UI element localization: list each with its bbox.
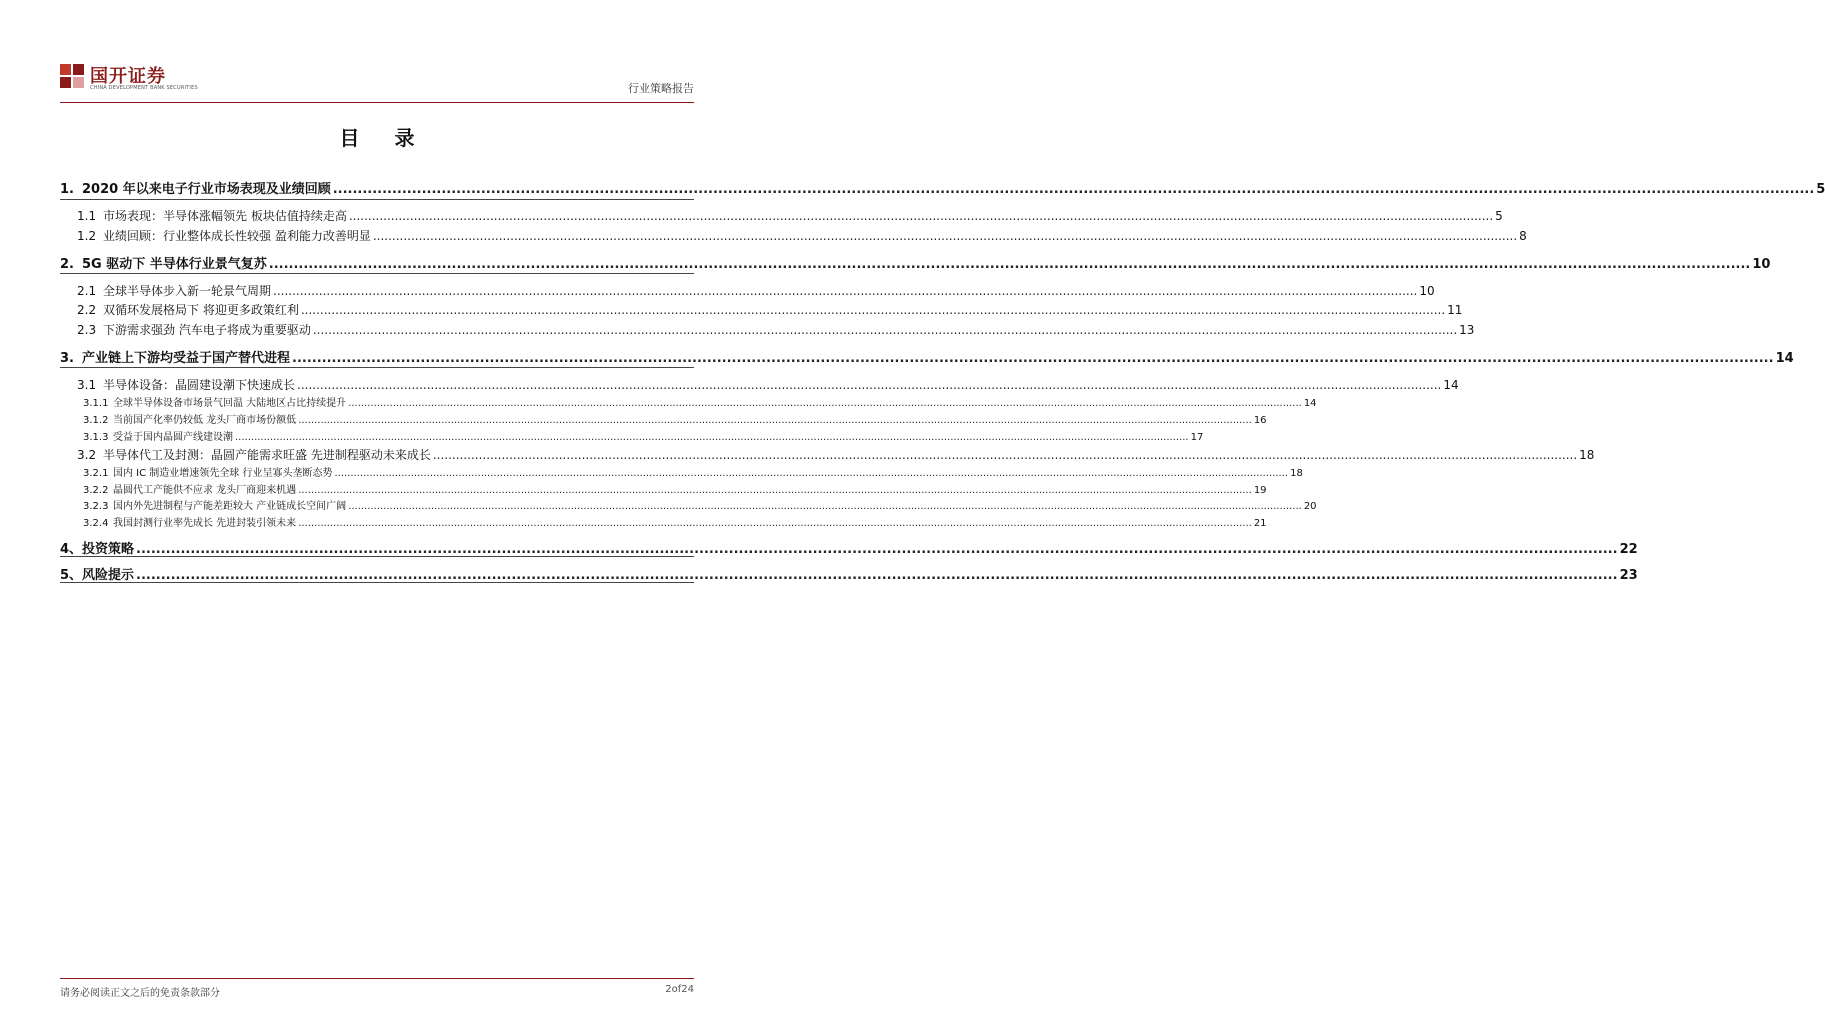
toc-entry-page: 11	[1447, 303, 1463, 317]
toc-entry-title: 半导体设备：晶圆建设潮下快速成长	[103, 378, 296, 392]
toc-dot-leader: ............................................................................................................................................................................................................................................................................................................	[136, 542, 1618, 557]
toc-entry-number: 3.1.3	[83, 432, 109, 443]
toc-entry-number: 4、	[60, 542, 83, 557]
toc-entry-title: 受益于国内晶圆产线建设潮	[113, 432, 233, 443]
toc-entry[interactable]	[60, 253, 1771, 272]
toc-entry[interactable]	[60, 178, 1825, 197]
toc-entry-title: 2020 年以来电子行业市场表现及业绩回顾	[82, 182, 331, 197]
toc-entry-page: 5	[1495, 209, 1503, 223]
toc-entry[interactable]	[83, 411, 1267, 426]
toc-entry-page: 21	[1253, 518, 1267, 529]
toc-section-rule	[60, 367, 694, 368]
footer-page-number: 2of24	[665, 984, 694, 995]
toc-entry-title: 投资策略	[82, 542, 135, 557]
toc-title: 目 录	[339, 126, 429, 150]
toc-section-rule	[60, 273, 694, 274]
toc-entry[interactable]	[83, 428, 1204, 443]
toc-dot-leader: ............................................................................................................................................................................................................................................................................................................	[235, 432, 1189, 443]
toc-entry[interactable]	[77, 227, 1527, 244]
toc-dot-leader: ............................................................................................................................................................................................................................................................................................................	[136, 568, 1618, 583]
toc-entry[interactable]	[83, 481, 1267, 496]
toc-dot-leader: ............................................................................................................................................................................................................................................................................................................	[332, 182, 1815, 197]
toc-entry-page: 19	[1253, 485, 1267, 496]
toc-dot-leader: ............................................................................................................................................................................................................................................................................................................	[348, 398, 1302, 409]
toc-entry-title: 国内外先进制程与产能差距较大 产业链成长空间广阔	[113, 501, 347, 512]
toc-entry-page: 17	[1190, 432, 1204, 443]
toc-dot-leader: ............................................................................................................................................................................................................................................................................................................	[298, 518, 1252, 529]
toc-entry-page: 18	[1290, 468, 1303, 479]
toc-entry[interactable]	[60, 564, 1638, 583]
toc-dot-leader: ............................................................................................................................................................................................................................................................................................................	[298, 485, 1252, 496]
toc-entry-page: 14	[1775, 351, 1794, 366]
toc-entry[interactable]	[83, 497, 1317, 512]
toc-dot-leader: ............................................................................................................................................................................................................................................................................................................	[312, 323, 1458, 337]
toc-entry-number: 3.1	[77, 378, 97, 392]
toc-entry[interactable]	[83, 464, 1303, 479]
toc-entry[interactable]	[77, 207, 1503, 224]
toc-dot-leader: ............................................................................................................................................................................................................................................................................................................	[298, 415, 1252, 426]
toc-dot-leader: ............................................................................................................................................................................................................................................................................................................	[273, 284, 1418, 298]
toc-dot-leader: ............................................................................................................................................................................................................................................................................................................	[432, 448, 1578, 462]
toc-entry-number: 1.	[60, 182, 74, 197]
toc-entry-number: 3.2.2	[83, 485, 109, 496]
toc-entry[interactable]	[77, 446, 1595, 463]
company-logo	[60, 62, 260, 100]
toc-entry-page: 8	[1519, 229, 1527, 243]
toc-entry-page: 16	[1253, 415, 1267, 426]
toc-entry-number: 3.2.4	[83, 518, 109, 529]
toc-entry-number: 2.3	[77, 323, 97, 337]
toc-entry-number: 3.2.3	[83, 501, 109, 512]
toc-dot-leader: ............................................................................................................................................................................................................................................................................................................	[372, 229, 1518, 243]
toc-entry-number: 2.	[60, 257, 74, 272]
toc-entry-number: 3.1.1	[83, 398, 109, 409]
toc-dot-leader: ............................................................................................................................................................................................................................................................................................................	[268, 257, 1751, 272]
footer-disclaimer: 请务必阅读正文之后的免责条款部分	[60, 988, 220, 999]
toc-entry-page: 14	[1443, 378, 1459, 392]
toc-entry-title: 当前国产化率仍较低 龙头厂商市场份额低	[113, 415, 297, 426]
toc-entry-number: 5、	[60, 568, 83, 583]
toc-section-rule	[60, 199, 694, 200]
toc-dot-leader: ............................................................................................................................................................................................................................................................................................................	[292, 351, 1774, 366]
toc-entry-title: 国内 IC 制造业增速领先全球 行业呈寡头垄断态势	[113, 468, 333, 479]
footer-divider	[60, 978, 694, 979]
toc-entry-title: 产业链上下游均受益于国产替代进程	[82, 351, 291, 366]
toc-entry-number: 3.1.2	[83, 415, 109, 426]
toc-entry-number: 1.1	[77, 209, 97, 223]
toc-entry-number: 2.1	[77, 284, 97, 298]
toc-entry-title: 业绩回顾：行业整体成长性较强 盈利能力改善明显	[103, 229, 371, 243]
page-header	[60, 62, 694, 100]
toc-entry-number: 2.2	[77, 303, 97, 317]
toc-entry[interactable]	[83, 514, 1267, 529]
toc-entry-page: 20	[1303, 501, 1317, 512]
toc-entry-number: 3.	[60, 351, 74, 366]
toc-entry-page: 5	[1816, 182, 1825, 197]
toc-dot-leader: ............................................................................................................................................................................................................................................................................................................	[334, 468, 1289, 479]
toc-entry-title: 晶圆代工产能供不应求 龙头厂商迎来机遇	[113, 485, 297, 496]
toc-entry-page: 13	[1459, 323, 1475, 337]
toc-entry[interactable]	[60, 538, 1638, 557]
toc-entry[interactable]	[77, 376, 1459, 393]
toc-entry-page: 10	[1752, 257, 1771, 272]
toc-entry-number: 3.2	[77, 448, 97, 462]
toc-entry-title: 全球半导体步入新一轮景气周期	[103, 284, 272, 298]
toc-entry[interactable]	[60, 347, 1794, 366]
toc-entry-title: 我国封测行业率先成长 先进封装引领未来	[113, 518, 297, 529]
logo-text: 国开证券	[90, 66, 166, 87]
toc-entry-page: 23	[1619, 568, 1638, 583]
logo-subtext: CHINA DEVELOPMENT BANK SECURITIES	[90, 85, 198, 91]
toc-entry[interactable]	[83, 394, 1317, 409]
toc-dot-leader: ............................................................................................................................................................................................................................................................................................................	[300, 303, 1446, 317]
logo-mark-icon	[60, 64, 86, 90]
toc-dot-leader: ............................................................................................................................................................................................................................................................................................................	[348, 501, 1302, 512]
toc-entry-page: 22	[1619, 542, 1638, 557]
toc-dot-leader: ............................................................................................................................................................................................................................................................................................................	[348, 209, 1494, 223]
toc-dot-leader: ............................................................................................................................................................................................................................................................................................................	[297, 378, 1442, 392]
report-type-label: 行业策略报告	[628, 82, 694, 95]
toc-entry-title: 风险提示	[82, 568, 135, 583]
toc-entry[interactable]	[77, 282, 1435, 299]
toc-entry-title: 双循环发展格局下 将迎更多政策红利	[103, 303, 299, 317]
toc-entry-number: 3.2.1	[83, 468, 109, 479]
toc-entry-number: 1.2	[77, 229, 97, 243]
toc-entry-title: 全球半导体设备市场景气回温 大陆地区占比持续提升	[113, 398, 347, 409]
header-divider	[60, 102, 694, 103]
toc-entry-page: 18	[1579, 448, 1595, 462]
toc-entry[interactable]	[77, 321, 1475, 338]
toc-entry-page: 14	[1303, 398, 1317, 409]
toc-entry-title: 下游需求强劲 汽车电子将成为重要驱动	[103, 323, 311, 337]
toc-entry-title: 市场表现：半导体涨幅领先 板块估值持续走高	[103, 209, 347, 223]
toc-entry-title: 半导体代工及封测：晶圆产能需求旺盛 先进制程驱动未来成长	[103, 448, 431, 462]
toc-entry[interactable]	[77, 301, 1463, 318]
toc-entry-page: 10	[1419, 284, 1435, 298]
toc-entry-title: 5G 驱动下 半导体行业景气复苏	[82, 257, 267, 272]
